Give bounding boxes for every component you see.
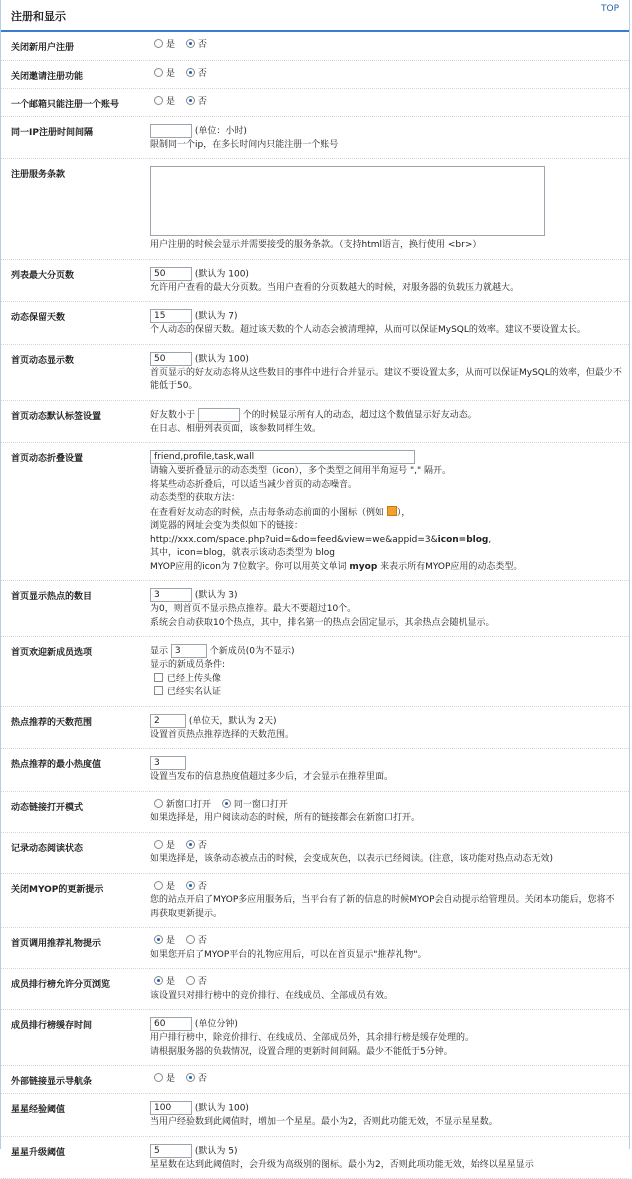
label-home-feed-num: 首页动态显示数 xyxy=(1,344,150,400)
feed-fold-line: 动态类型的获取方法： xyxy=(150,493,241,503)
feed-fold-line: 浏览器的网址会变为类似如下的链接： xyxy=(150,521,304,531)
star-exp-unit: (默认为 100) xyxy=(194,1103,249,1114)
hot-days-unit: (单位天，默认为 2天) xyxy=(188,716,277,726)
radio-one-email-yes[interactable] xyxy=(154,96,163,105)
radio-label: 否 xyxy=(197,1074,207,1084)
hot-min-note: 设置当发布的信息热度值超过多少后，才会显示在推荐里面。 xyxy=(150,772,394,782)
radio-myop-update-yes[interactable] xyxy=(154,881,163,890)
checkbox-realname-label: 已经实名认证 xyxy=(167,687,222,697)
settings-table xyxy=(1,32,629,1179)
home-feed-num-input[interactable]: 50 xyxy=(150,352,192,366)
feed-days-note: 个人动态的保留天数。超过该天数的个人动态会被清理掉，从而可以保证MySQL的效率。建议不要设置太长。 xyxy=(150,325,586,335)
section-header xyxy=(1,0,629,32)
hot-num-note: 为0，则首页不显示热点推荐。最大不要超过10个。 xyxy=(150,604,357,614)
label-rank-cache: 成员排行榜缓存时间 xyxy=(1,1010,150,1066)
label-one-email: 一个邮箱只能注册一个账号 xyxy=(1,88,150,116)
radio-rank-page-yes[interactable] xyxy=(154,976,163,985)
rank-cache-note: 用户排行榜中，除竞价排行、在线成员、全部成员外，其余排行榜是缓存处理的。 xyxy=(150,1033,475,1043)
star-exp-input[interactable]: 100 xyxy=(150,1101,192,1115)
radio-gift-yes[interactable] xyxy=(154,935,163,944)
feed-fold-url: http://xxx.com/space.php?uid=&do=feed&view=we&appid=3& xyxy=(150,534,438,545)
radio-one-email-no[interactable] xyxy=(186,96,195,105)
terms-textarea[interactable] xyxy=(150,166,545,236)
feed-fold-line: 将某些动态折叠后，可以适当减少首页的动态噪音。 xyxy=(150,479,358,490)
radio-close-invite-yes[interactable] xyxy=(154,68,163,77)
radio-ext-link-no[interactable] xyxy=(186,1073,195,1082)
radio-label: 否 xyxy=(197,68,207,79)
row-terms xyxy=(1,159,629,260)
home-feed-num-note: 首页显示的好友动态将从这些数目的事件中进行合并显示。建议不要设置太多，从而可以保证MySQL的效率，但最少不能低于50。 xyxy=(150,367,622,391)
row-hot-days xyxy=(1,706,629,749)
row-feed-fold xyxy=(1,443,629,581)
rank-cache-note: 请根据服务器的负载情况，设置合理的更新时间间隔。最少不能低于5分钟。 xyxy=(150,1046,453,1057)
label-star-exp: 星星经验阈值 xyxy=(1,1094,150,1137)
radio-label: 是 xyxy=(166,1074,176,1084)
checkbox-avatar[interactable] xyxy=(154,673,163,682)
row-feed-tag xyxy=(1,400,629,443)
hot-num-input[interactable]: 3 xyxy=(150,588,192,602)
rank-cache-unit: (单位分钟) xyxy=(194,1019,238,1030)
feed-fold-text: 在查看好友动态的时候，点击每条动态前面的小图标（例如 xyxy=(150,507,385,518)
row-star-exp xyxy=(1,1094,629,1137)
hot-days-input[interactable]: 2 xyxy=(150,714,186,728)
label-ip-interval: 同一IP注册时间间隔 xyxy=(1,116,150,159)
label-gift: 首页调用推荐礼物提示 xyxy=(1,928,150,969)
ip-interval-note: 限制同一个ip，在多长时间内只能注册一个账号 xyxy=(150,139,339,150)
radio-label: 是 xyxy=(166,40,176,50)
radio-read-status-no[interactable] xyxy=(186,840,195,849)
label-rank-page: 成员排行榜允许分页浏览 xyxy=(1,969,150,1010)
feed-fold-url-line xyxy=(150,534,623,548)
rank-page-note: 该设置只对排行榜中的竞价排行、在线成员、全部成员有效。 xyxy=(150,990,394,1001)
radio-new-window-label: 新窗口打开 xyxy=(166,799,212,810)
radio-label: 否 xyxy=(197,40,207,50)
feed-fold-line: 其中，icon=blog，就表示该动态类型为 blog xyxy=(150,548,335,558)
terms-note: 用户注册的时候会显示并需要接受的服务条款。（支持html语言，换行使用 <br>） xyxy=(150,240,482,250)
row-star-up xyxy=(1,1136,629,1179)
feed-tag-note: 在日志、相册列表页面，该参数同样生效。 xyxy=(150,423,322,434)
row-home-feed-num xyxy=(1,344,629,400)
row-rank-cache xyxy=(1,1010,629,1066)
ip-interval-input[interactable] xyxy=(150,124,192,138)
list-page-note: 允许用户查看的最大分页数。当用户查看的分页数越大的时候，对服务器的负载压力就越大。 xyxy=(150,282,520,293)
radio-label: 否 xyxy=(197,977,207,987)
gift-note: 如果您开启了MYOP平台的礼物应用后，可以在首页显示"推荐礼物"。 xyxy=(150,949,427,960)
label-hot-days: 热点推荐的天数范围 xyxy=(1,706,150,749)
welcome-count-input[interactable]: 3 xyxy=(171,644,207,658)
row-gift xyxy=(1,928,629,969)
feed-fold-text: , xyxy=(488,534,492,545)
hot-num-note: 系统会自动获取10个热点，其中，排名第一的热点会固定显示，其余热点会随机显示。 xyxy=(150,617,495,628)
link-mode-note: 如果选择是，用户阅读动态的时候，所有的链接都会在新窗口打开。 xyxy=(150,813,421,823)
radio-gift-no[interactable] xyxy=(186,935,195,944)
row-myop-update xyxy=(1,873,629,928)
feed-tag-suffix: 个的时候显示所有人的动态，超过这个数值显示好友动态。 xyxy=(242,410,477,420)
feed-fold-text: MYOP应用的icon为 7位数字。你可以用英文单词 xyxy=(150,561,350,572)
feed-type-icon xyxy=(387,506,397,516)
read-status-note: 如果选择是，该条动态被点击的时候，会变成灰色，以表示已经阅读。(注意，该功能对热点动态无效) xyxy=(150,854,554,864)
top-link[interactable]: TOP xyxy=(600,4,619,14)
label-hot-min: 热点推荐的最小热度值 xyxy=(1,749,150,792)
list-page-input[interactable]: 50 xyxy=(150,267,192,281)
row-link-mode xyxy=(1,791,629,832)
radio-read-status-yes[interactable] xyxy=(154,840,163,849)
label-close-register: 关闭新用户注册 xyxy=(1,32,150,60)
star-up-unit: (默认为 5) xyxy=(194,1146,238,1156)
home-feed-num-unit: (默认为 100) xyxy=(194,354,249,364)
radio-label: 否 xyxy=(197,96,207,107)
ip-interval-unit: (单位：小时) xyxy=(194,126,247,136)
feed-fold-text: ）， xyxy=(396,507,411,518)
myop-update-note: 您的站点开启了MYOP多应用服务后，当平台有了新的信息的时候MYOP会自动提示给管理员。关闭本功能后，您将不再获取更新提示。 xyxy=(150,895,615,919)
row-one-email xyxy=(1,88,629,116)
row-ip-interval xyxy=(1,116,629,159)
row-close-register xyxy=(1,32,629,60)
welcome-cond: 显示的新成员条件: xyxy=(150,660,226,670)
row-feed-days xyxy=(1,302,629,345)
section-title: 注册和显示 xyxy=(11,10,66,23)
radio-label: 否 xyxy=(197,881,207,892)
label-terms: 注册服务条款 xyxy=(1,159,150,260)
row-close-invite xyxy=(1,60,629,88)
radio-close-invite-no[interactable] xyxy=(186,68,195,77)
label-read-status: 记录动态阅读状态 xyxy=(1,832,150,873)
radio-label: 否 xyxy=(197,936,207,946)
label-link-mode: 动态链接打开模式 xyxy=(1,791,150,832)
feed-days-unit: (默认为 7) xyxy=(194,311,238,322)
label-welcome: 首页欢迎新成员选项 xyxy=(1,637,150,707)
feed-fold-url-icon: icon=blog xyxy=(437,534,489,545)
radio-myop-update-no[interactable] xyxy=(186,881,195,890)
row-rank-page xyxy=(1,969,629,1010)
label-list-page: 列表最大分页数 xyxy=(1,259,150,302)
label-close-invite: 关闭邀请注册功能 xyxy=(1,60,150,88)
feed-fold-myop: myop xyxy=(349,561,378,572)
radio-close-register-yes[interactable] xyxy=(154,39,163,48)
row-read-status xyxy=(1,832,629,873)
row-hot-num xyxy=(1,581,629,637)
hot-min-input[interactable]: 3 xyxy=(150,756,186,770)
label-myop-update: 关闭MYOP的更新提示 xyxy=(1,873,150,928)
label-feed-tag: 首页动态默认标签设置 xyxy=(1,400,150,443)
radio-same-window-label: 同一窗口打开 xyxy=(233,799,288,810)
welcome-suffix: 个新成员(0为不显示) xyxy=(209,646,295,657)
feed-days-input[interactable]: 15 xyxy=(150,309,192,323)
feed-fold-input[interactable]: friend,profile,task,wall xyxy=(150,450,415,464)
label-ext-link: 外部链接显示导航条 xyxy=(1,1066,150,1094)
radio-label: 否 xyxy=(197,840,207,851)
radio-new-window[interactable] xyxy=(154,799,163,808)
rank-cache-input[interactable]: 60 xyxy=(150,1017,192,1031)
radio-label: 是 xyxy=(166,840,176,851)
feed-fold-line: 请输入要折叠显示的动态类型（icon），多个类型之间用半角逗号 "," 隔开。 xyxy=(150,466,452,476)
star-up-note: 星星数在达到此阈值时，会升级为高级别的图标。最小为2，否则此项功能无效，始终以星星显示 xyxy=(150,1159,534,1170)
feed-fold-example-line xyxy=(150,506,623,521)
radio-rank-page-no[interactable] xyxy=(186,976,195,985)
label-star-up: 星星升级阈值 xyxy=(1,1136,150,1179)
checkbox-realname[interactable] xyxy=(154,686,163,695)
feed-fold-text: 来表示所有MYOP应用的动态类型。 xyxy=(377,561,523,572)
radio-label: 是 xyxy=(166,96,176,107)
feed-fold-myop-line xyxy=(150,561,623,575)
radio-ext-link-yes[interactable] xyxy=(154,1073,163,1082)
row-list-page xyxy=(1,259,629,302)
row-welcome xyxy=(1,637,629,707)
feed-tag-prefix: 好友数小于 xyxy=(150,410,196,420)
radio-close-register-no[interactable] xyxy=(186,39,195,48)
checkbox-avatar-label: 已经上传头像 xyxy=(167,673,222,684)
radio-label: 是 xyxy=(166,881,176,892)
label-feed-days: 动态保留天数 xyxy=(1,302,150,345)
radio-label: 是 xyxy=(166,936,176,946)
star-up-input[interactable]: 5 xyxy=(150,1144,192,1158)
star-exp-note: 当用户经验数到此阈值时，增加一个星星。最小为2，否则此功能无效，不显示星星数。 xyxy=(150,1117,498,1127)
label-feed-fold: 首页动态折叠设置 xyxy=(1,443,150,581)
welcome-prefix: 显示 xyxy=(150,646,169,657)
row-hot-min xyxy=(1,749,629,792)
radio-label: 是 xyxy=(166,977,176,987)
hot-days-note: 设置首页热点推荐选择的天数范围。 xyxy=(150,729,295,740)
list-page-unit: (默认为 100) xyxy=(194,269,249,279)
feed-tag-input[interactable] xyxy=(198,408,240,422)
hot-num-unit: (默认为 3) xyxy=(194,590,238,601)
radio-label: 是 xyxy=(166,68,176,79)
label-hot-num: 首页显示热点的数目 xyxy=(1,581,150,637)
radio-same-window[interactable] xyxy=(222,799,231,808)
row-ext-link xyxy=(1,1066,629,1094)
